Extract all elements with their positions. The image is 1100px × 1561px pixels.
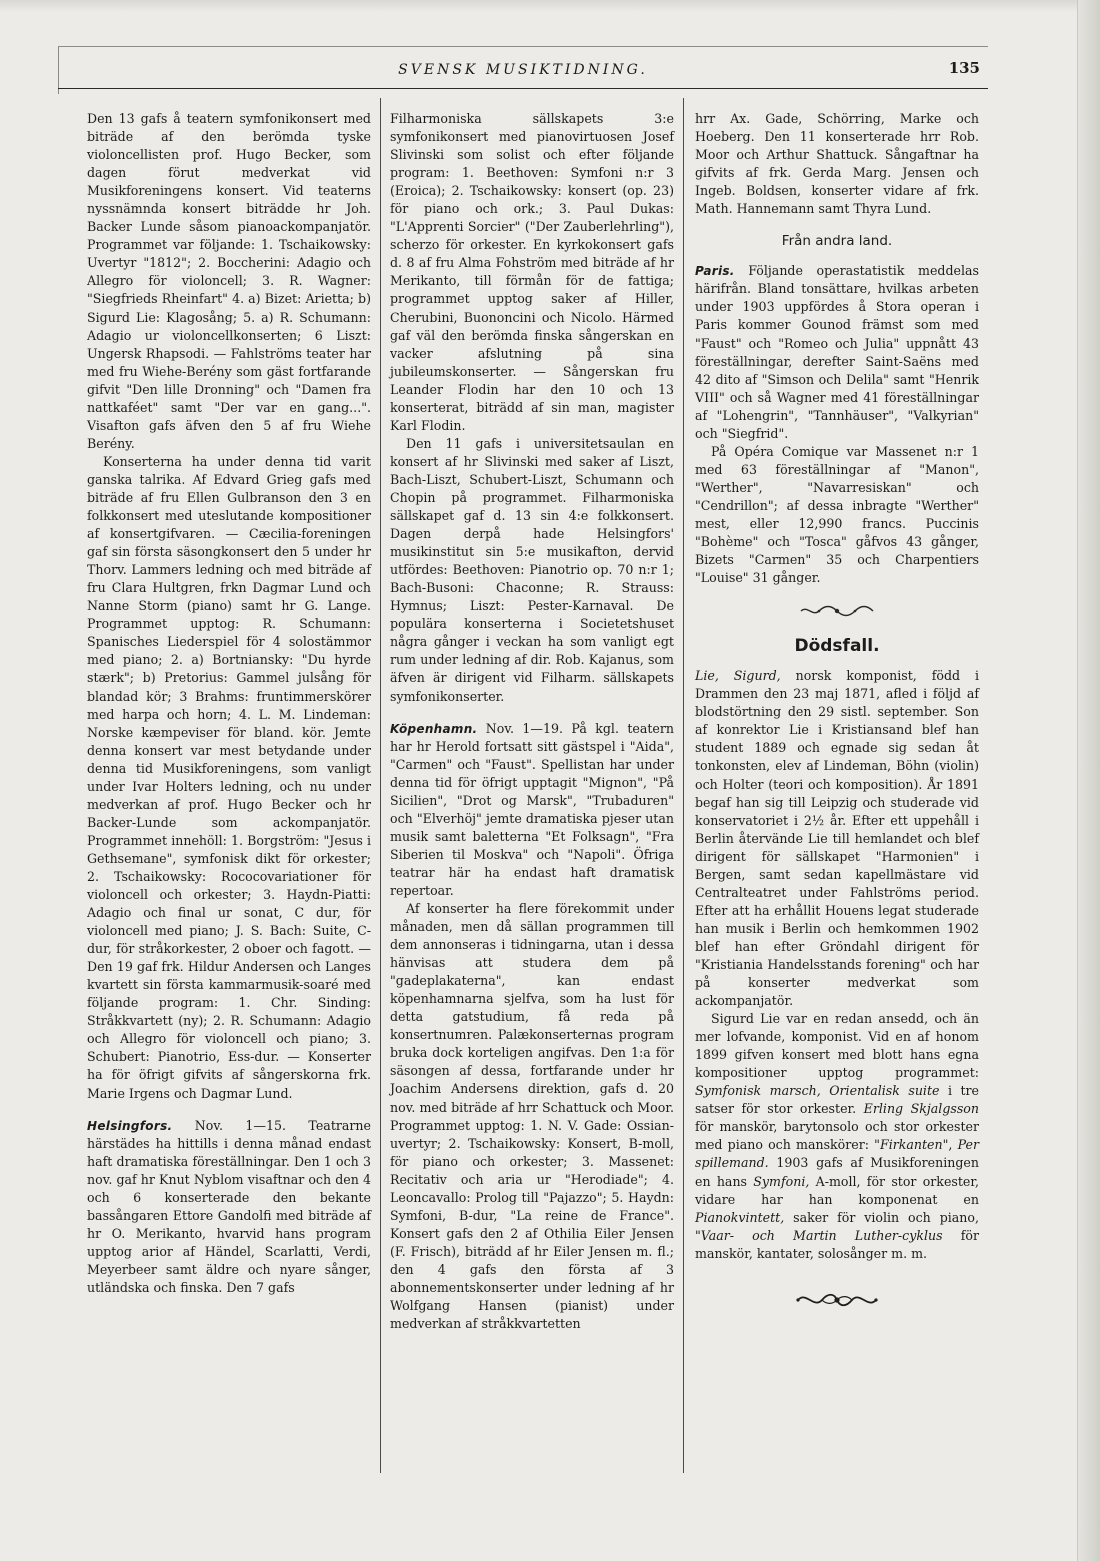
obituary-name: Lie, Sigurd, [695, 668, 781, 684]
work-title: Vaar- och Martin Luther-cyklus [700, 1227, 943, 1243]
paris-report [695, 262, 979, 442]
column-3 [695, 110, 979, 1313]
work-title: Erling Skjalgsson [863, 1101, 979, 1117]
article-paragraph: Af konserter ha flere förekommit under månaden, men då sällan programmen till dem annonseras i tidningarna, utan i dessa hänvisas att studera dem på "gadeplakaterna", kan endast köpenhamnarna sjelfva, som ha lust för detta gatstudium, få reda på konsertnumren. Palækonserternas program bruka dock korteligen angifvas. Den 1:a för säsongen af dessa, fortfarande under hr Joachim Andersens direktion, gafs d. 20 nov. med biträde af hrr Schattuck och Moor. Programmet upptog: 1. N. V. Gade: Ossian-uvertyr; 2. Tschaikowsky: Konsert, B-moll, för piano och orkester; 3. Massenet: Recitativ och aria ur "Herodiade"; 4. Leoncavallo: Prolog till "Pajazzo"; 5. Haydn: Symfoni, B-dur, "La reine de France". Konsert gafs den 2 af Othilia Eiler Jensen (F. Frisch), biträdd af hr Eiler Jensen m. fl.; den 4 gafs den första af 3 abonnementskonserter under ledning af hr Wolfgang Hansen (pianist) under medverkan af stråkkvartetten [390, 901, 674, 1332]
column-1 [87, 110, 371, 1297]
column-rule-1 [380, 98, 381, 1473]
column-rule-2 [683, 98, 684, 1473]
report-text: Nov. 1—19. På kgl. teatern har hr Herold fortsatt sitt gästspel i "Aida", "Carmen" och "Faust". Spellistan har under denna tid för öfrigt upptagit "Mignon", "På Sicilien", "Drot og Marsk", "Trubaduren" och "Elverhöj" jemte dramatiska pjeser utan musik samt baletterna "Et Folksagn", "Fra Siberien til Moskva" och "Napoli". Öfriga teatrar här ha endast haft dramatisk repertoar. [390, 720, 674, 898]
work-title: Per spillemand. [695, 1137, 979, 1171]
column-2 [390, 110, 674, 1333]
obituary-text: ", [942, 1137, 958, 1153]
end-ornament [695, 1289, 979, 1313]
obituary-text: för manskör, barytonsolo och stor orkester med piano och manskörer: " [695, 1119, 979, 1153]
end-flourish-icon [792, 1289, 882, 1311]
place-heading-kopenhamn: Köpenhamn. [390, 721, 478, 736]
page-number: 135 [948, 59, 980, 77]
divider-ornament [695, 603, 979, 623]
obituary-text: saker för violin och piano, " [695, 1209, 979, 1243]
scan-right-edge [1077, 0, 1100, 1561]
obituary-text: i tre satser för stor orkester. [695, 1083, 979, 1117]
obituary-paragraph [695, 667, 979, 1010]
ornament-icon [797, 603, 877, 619]
article-paragraph: Den 11 gafs i universitetsaulan en konsert af hr Slivinski med saker af Liszt, Bach-Liszt, Schubert-Liszt, Schumann och Chopin på programmet. Filharmoniska sällskapet gaf d. 13 sin 4:e folkkonsert. Dagen derpå hade Helsingfors' musikinstitut sin 5:e musikafton, dervid utfördes: Beethoven: Pianotrio op. 70 n:r 1; Bach-Busoni: Chaconne; R. Strauss: Hymnus; Liszt: Pester-Karnaval. De populära konserterna i Societetshuset några gånger i veckan ha som vanligt egt rum under ledning af dir. Rob. Kajanus, som äfven är dirigent vid Filharm. sällskapets symfonikonserter. [390, 435, 674, 704]
article-paragraph: På Opéra Comique var Massenet n:r 1 med 63 föreställningar af "Manon", "Werther", "Navarresiskan" och "Cendrillon"; af dessa inbragte "Werther" mest, eller 12,990 francs. Puccinis "Bohème" och "Tosca" gåfvos 43 gånger, Bizets "Carmen" 35 och Charpentiers "Louise" 31 gånger. [695, 443, 979, 586]
obituary-text: 1903 gafs af Musikforeningen en hans [695, 1155, 979, 1189]
place-heading-helsingfors: Helsingfors. [87, 1118, 173, 1133]
work-title: Pianokvintett, [695, 1209, 785, 1225]
helsingfors-report [87, 1117, 371, 1297]
obituary-paragraph [695, 1010, 979, 1263]
obituary-text: Sigurd Lie var en redan ansedd, och än mer lofvande, komponist. Vid en af honom 1899 gifven konsert med blott hans egna kompositioner upptog programmet: [695, 1011, 979, 1081]
journal-title: SVENSK MUSIKTIDNING. [398, 62, 648, 78]
kopenhamn-report [390, 720, 674, 900]
section-heading-obituary: Dödsfall. [794, 636, 880, 657]
page-header [58, 58, 988, 89]
report-text: Följande operastatistik meddelas härifrån. Bland tonsättare, hvilkas arbeten under 1903 uppfördes å Stora operan i Paris kommer Gounod främst som med "Faust" och "Romeo och Julia" uppnått 43 föreställningar, derefter Saint-Saëns med 42 dito af "Simson och Delila" samt "Henrik VIII" och så Wagner med 41 föreställningar af "Lohengrin", "Tannhäuser", "Valkyrian" och "Siegfrid". [695, 263, 979, 441]
report-text: Nov. 1—15. Teatrarne härstädes ha hittills i denna månad endast haft dramatiska föreställningar. Den 1 och 3 nov. gaf hr Knut Nyblom visaftnar och den 4 och 6 konserterade den bekante bassångaren Ettore Gandolfi med biträde af hr O. Merikanto, hvarvid hans program upptog arior af Händel, Scarlatti, Verdi, Meyerbeer samt äldre och nyare sånger, utländska och finska. Den 7 gafs [87, 1117, 371, 1295]
obituary-text: för manskör, kantater, solosånger m. m. [695, 1227, 979, 1261]
scan-top-shadow [0, 0, 1100, 12]
work-title: Symfoni, [753, 1173, 810, 1189]
article-paragraph: Den 13 gafs å teatern symfonikonsert med biträde af den berömda tyske violoncellisten prof. Hugo Becker, som dagen förut medverkat vid Musikforeningens konsert. Vid teaterns nyssnämnda konsert biträdde hr Joh. Backer Lunde såsom pianoackompanjatör. Programmet var följande: 1. Tschaikowsky: Uvertyr "1812"; 2. Boccherini: Adagio och Allegro för violoncell; 3. R. Wagner: "Siegfrieds Rheinfart" 4. a) Bizet: Arietta; b) Sigurd Lie: Klagosång; 5. a) R. Schumann: Adagio ur violoncellkonserten; 6 Liszt: Ungersk Rhapsodi. — Fahlströms teater har med fru Wiehe-Berény som gäst fortfarande gifvit "Den lille Dronning" och "Damen fra nattkaféet" samt "Der var en gang...". Visafton gafs äfven den 5 af fru Wiehe Berény. [87, 111, 371, 451]
article-paragraph: Konserterna ha under denna tid varit ganska talrika. Af Edvard Grieg gafs med biträde af fru Ellen Gulbranson den 3 en folkkonsert med uteslutande kompositioner af konsertgifvaren. — Cæcilia-foreningen gaf sin första säsongkonsert den 5 under hr Thorv. Lammers ledning och med biträde af fru Clara Hultgren, frkn Dagmar Lund och Nanne Storm (piano) samt hr G. Lange. Programmet upptog: R. Schumann: Spanisches Liederspiel för 4 solostämmor med piano; 2. a) Bortniansky: "Du hyrde stærk"; b) Pretorius: Gammel julsång för blandad kör; 3 Brahms: fruntimmerskörer med harpa och horn; 4. L. M. Lindeman: Norske kæmpeviser för bland. kör. Jemte denna konsert var mest betydande under denna tid Musikforeningens, som vanligt under Ivar Holters ledning, och nu under medverkan af prof. Hugo Becker och hr Backer-Lunde som ackompanjatör. Programmet innehöll: 1. Borgström: "Jesus i Gethsemane", symfonisk dikt för orkester; 2. Tschaikowsky: Rococovariationer för violoncell och orkester; 3. Haydn-Piatti: Adagio och final ur sonat, C dur, för violoncell med piano; J. S. Bach: Suite, C-dur, för stråkorkester, 2 oboer och fagott. — Den 19 gaf frk. Hildur Andersen och Langes kvartett sin första kammarmusik-soaré med följande program: 1. Chr. Sinding: Stråkkvartett (ny); 2. R. Schumann: Adagio och Allegro för violoncell och piano; 3. Schubert: Pianotrio, Ess-dur. — Konserter ha för öfrigt gifvits af sångerskorna frk. Marie Irgens och Dagmar Lund. [87, 453, 371, 1101]
article-paragraph: Filharmoniska sällskapets 3:e symfonikonsert med pianovirtuosen Josef Slivinski som solist och efter följande program: 1. Beethoven: Symfoni n:r 3 (Eroica); 2. Tschaikowsky: konsert (op. 23) för piano och ork.; 3. Paul Dukas: "L'Apprenti Sorcier" ("Der Zauberlehrling"), scherzo för orkester. En kyrkokonsert gafs d. 8 af fru Alma Fohström med biträde af hr Merikanto, till förmån för de fattiga; programmet upptog saker af Hiller, Cherubini, Buononcini och Nicolo. Härmed gaf väl den berömda finska sångerskan en vacker afslutning på sina jubileumskonserter. — Sångerskan fru Leander Flodin har den 10 och 13 konserterat, biträdd af sin man, magister Karl Flodin. [390, 111, 674, 433]
work-title: Firkanten [879, 1137, 943, 1153]
obituary-text: A-moll, för stor orkester, vidare har han komponenat en [695, 1173, 980, 1207]
frame-rule-top [58, 46, 988, 47]
work-title: Symfonisk marsch, Orientalisk suite [695, 1083, 940, 1099]
obituary-text: norsk komponist, född i Drammen den 23 maj 1871, afled i följd af blodstörtning den 29 sistl. september. Son af konrektor Lie i Kristiansand blef han student 1889 och egnade sig sedan åt tonkonsten, elev af Lindeman, Böhn (violin) och Holter (teori och komposition). År 1891 begaf han sig till Leipzig och studerade vid konservatoriet i 2½ år. Efter ett uppehåll i Berlin återvände Lie till hemlandet och blef dirigent för sällskapet "Harmonien" i Bergen, samt sedan kapellmästare vid Centralteatret under Fahlströms period. Efter att ha erhållit Houens legat studerade han musik i Berlin och hemkommen 1902 blef han efter Gröndahl dirigent för "Kristiania Handelsstands forening" och har på konserter medverkat som ackompanjatör. [695, 668, 980, 1009]
article-paragraph: hrr Ax. Gade, Schörring, Marke och Hoeberg. Den 11 konserterade hrr Rob. Moor och Arthur Shattuck. Sångaftnar ha gifvits af frk. Gerda Marg. Jensen och Ingeb. Boldsen, konserter vidare af frk. Math. Hannemann samt Thyra Lund. [695, 111, 979, 217]
place-heading-paris: Paris. [695, 264, 735, 279]
section-heading-foreign: Från andra land. [781, 233, 893, 250]
